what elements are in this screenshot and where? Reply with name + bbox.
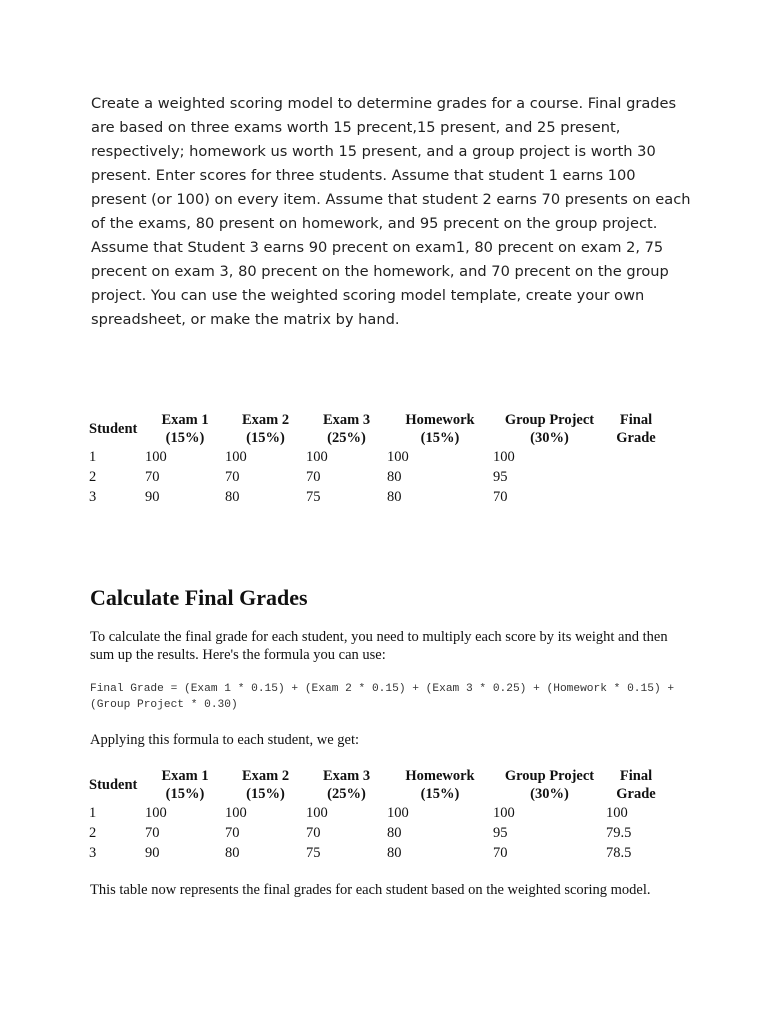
table-cell: 70	[145, 469, 160, 485]
table-cell: 100	[387, 805, 409, 821]
table-cell: 100	[306, 449, 328, 465]
column-header-label: Exam 3	[322, 768, 371, 784]
table-cell: 70	[306, 469, 321, 485]
column-header-weight: (25%)	[327, 430, 366, 446]
column-header-weight: (30%)	[530, 786, 569, 802]
column-header-label: Final	[619, 768, 653, 784]
column-header-weight: (25%)	[327, 786, 366, 802]
column-header-weight: (15%)	[165, 430, 205, 446]
column-header-label: Exam 1	[161, 412, 209, 428]
column-header	[225, 767, 306, 803]
column-header-weight: (15%)	[246, 430, 285, 446]
column-header	[387, 767, 493, 803]
column-header-label: Group Project	[504, 412, 595, 428]
conclusion-paragraph: This table now represents the final grades for each student based on the weighted scoring model.	[90, 882, 651, 898]
column-header-label: Student	[89, 421, 138, 437]
final-grades-table	[89, 767, 666, 863]
column-header-weight: (30%)	[530, 430, 569, 446]
column-header-label: Group Project	[504, 768, 595, 784]
column-header-label: Final	[619, 412, 653, 428]
table-header-row	[89, 767, 666, 803]
column-header	[89, 767, 145, 803]
table-row	[89, 803, 666, 823]
column-header	[145, 767, 225, 803]
column-header-weight: (15%)	[420, 430, 460, 446]
input-scores-table	[89, 411, 666, 507]
table-cell: 78.5	[606, 845, 632, 861]
table-cell: 1	[89, 449, 97, 465]
column-header	[225, 411, 306, 447]
column-header	[89, 411, 145, 447]
column-header-weight: Grade	[616, 430, 656, 446]
table-cell: 100	[225, 805, 247, 821]
column-header-label: Exam 2	[241, 412, 290, 428]
column-header-weight: (15%)	[420, 786, 460, 802]
table-cell: 70	[493, 845, 508, 861]
table-cell: 100	[493, 805, 515, 821]
column-header-weight: (15%)	[246, 786, 285, 802]
table-cell: 80	[387, 469, 402, 485]
table-row	[89, 447, 666, 467]
column-header-label: Homework	[405, 412, 475, 428]
column-header	[387, 411, 493, 447]
table-cell: 80	[387, 825, 402, 841]
table-cell	[606, 487, 666, 507]
column-header-weight: Grade	[616, 786, 656, 802]
table-cell: 2	[89, 469, 97, 485]
table-cell: 100	[387, 449, 409, 465]
table-cell	[606, 467, 666, 487]
table-cell: 70	[225, 825, 240, 841]
table-cell: 80	[225, 845, 240, 861]
column-header-label: Exam 2	[241, 768, 290, 784]
column-header	[306, 411, 387, 447]
column-header-weight: (15%)	[165, 786, 205, 802]
table-cell: 100	[145, 805, 167, 821]
table-row	[89, 843, 666, 863]
column-header	[493, 767, 606, 803]
section-heading: Calculate Final Grades	[90, 585, 308, 610]
table-cell: 75	[306, 845, 321, 861]
table-row	[89, 467, 666, 487]
table-cell: 79.5	[606, 825, 632, 841]
explanation-paragraph: To calculate the final grade for each student, you need to multiply each score by its weight and then sum up the results. Here's the formula you can use:	[90, 629, 668, 663]
column-header-label: Homework	[405, 768, 475, 784]
table-cell: 1	[89, 805, 97, 821]
table-cell: 100	[306, 805, 328, 821]
column-header	[606, 411, 666, 447]
table-cell: 80	[225, 489, 240, 505]
table-cell: 70	[306, 825, 321, 841]
table-header-row	[89, 411, 666, 447]
column-header	[145, 411, 225, 447]
column-header-label: Exam 3	[322, 412, 371, 428]
column-header	[606, 767, 666, 803]
assignment-instructions: Create a weighted scoring model to determine grades for a course. Final grades are based on three exams worth 15 precent,15 present, and 25 present, respectively; homework us worth 15 present, and a group project is worth 30 present. Enter scores for three students. Assume that student 1 earns 100 present (or 100) on every item. Assume that student 2 earns 70 presents on each of the exams, 80 present on homework, and 95 precent on the group project. Assume that Student 3 earns 90 precent on exam1, 80 precent on exam 2, 75 precent on exam 3, 80 precent on the homework, and 70 precent on the group project. You can use the weighted scoring model template, create your own spreadsheet, or make the matrix by hand.	[91, 95, 691, 328]
table-cell: 100	[493, 449, 515, 465]
column-header	[493, 411, 606, 447]
table-row	[89, 487, 666, 507]
table-cell	[606, 447, 666, 467]
table-cell: 3	[89, 489, 97, 505]
table-cell: 80	[387, 845, 402, 861]
column-header-label: Exam 1	[161, 768, 209, 784]
table-cell: 75	[306, 489, 321, 505]
table-cell: 95	[493, 469, 508, 485]
table-cell: 100	[225, 449, 247, 465]
formula-code-block: Final Grade = (Exam 1 * 0.15) + (Exam 2 * 0.15) + (Exam 3 * 0.25) + (Homework * 0.15) + (Group Project * 0.30)	[90, 683, 681, 711]
table-cell: 90	[145, 489, 160, 505]
table-cell: 70	[225, 469, 240, 485]
applying-paragraph: Applying this formula to each student, we get:	[90, 732, 360, 748]
table-cell: 100	[145, 449, 167, 465]
table-cell: 2	[89, 825, 97, 841]
column-header-label: Student	[89, 777, 138, 793]
table-cell: 80	[387, 489, 402, 505]
table-cell: 70	[493, 489, 508, 505]
table-cell: 100	[606, 805, 628, 821]
table-cell: 70	[145, 825, 160, 841]
table-row	[89, 823, 666, 843]
table-cell: 90	[145, 845, 160, 861]
column-header	[306, 767, 387, 803]
table-cell: 3	[89, 845, 97, 861]
table-cell: 95	[493, 825, 508, 841]
